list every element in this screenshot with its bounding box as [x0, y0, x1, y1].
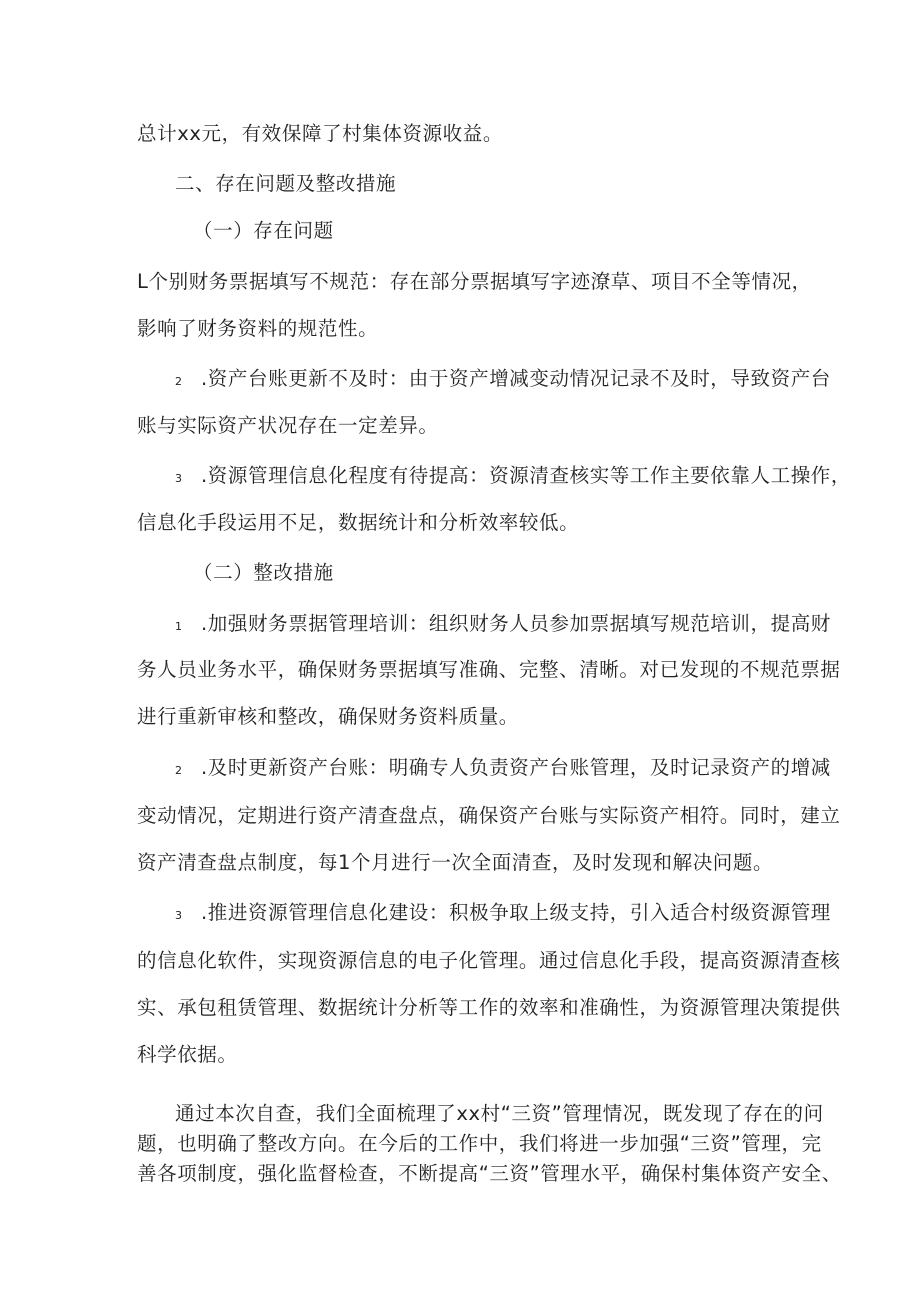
- paragraph-line: L个别财务票据填写不规范：存在部分票据填写字迹潦草、项目不全等情况，: [137, 270, 812, 293]
- paragraph-line: 务人员业务水平，确保财务票据填写准确、完整、清晰。对已发现的不规范票据: [137, 658, 841, 681]
- subsection-heading: （二）整改措施: [193, 561, 334, 584]
- paragraph-line: 资产清查盘点制度，每1个月进行一次全面清查，及时发现和解决问题。: [137, 851, 774, 874]
- paragraph-line: 影响了财务资料的规范性。: [137, 317, 379, 340]
- paragraph-line: 科学依据。: [137, 1043, 238, 1066]
- paragraph-line: 账与实际资产状况存在一定差异。: [137, 414, 439, 437]
- paragraph-line: 的信息化软件，实现资源信息的电子化管理。通过信息化手段，提高资源清查核: [137, 949, 841, 972]
- subsection-heading: （一）存在问题: [193, 219, 334, 242]
- list-item-line: [175, 463, 851, 492]
- list-item-line: [175, 366, 831, 395]
- list-item-text: .资产台账更新不及时：由于资产增减变动情况记录不及时，导致资产台: [201, 367, 831, 390]
- paragraph-line: 题，也明确了整改方向。在今后的工作中，我们将进一步加强“三资”管理，完: [137, 1132, 822, 1155]
- list-item-line: [175, 755, 831, 784]
- paragraph-line: 信息化手段运用不足，数据统计和分析效率较低。: [137, 511, 580, 534]
- list-number: 1: [175, 620, 183, 633]
- list-item-text: .及时更新资产台账：明确专人负责资产台账管理，及时记录资产的增减: [201, 756, 831, 779]
- list-item-text: .推进资源管理信息化建设：积极争取上级支持，引入适合村级资源管理: [201, 901, 831, 924]
- section-heading: 二、存在问题及整改措施: [175, 172, 397, 195]
- list-number: 2: [175, 764, 183, 777]
- list-item-line: [175, 900, 831, 929]
- list-number: 2: [175, 375, 183, 388]
- paragraph-line: 总计xx元，有效保障了村集体资源收益。: [137, 122, 503, 145]
- paragraph-line: 善各项制度，强化监督检查，不断提高“三资”管理水平，确保村集体资产安全、: [137, 1162, 842, 1185]
- list-item-text: .资源管理信息化程度有待提高：资源清查核实等工作主要依靠人工操作，: [201, 464, 851, 487]
- paragraph-line: 实、承包租赁管理、数据统计分析等工作的效率和准确性，为资源管理决策提供: [137, 996, 841, 1019]
- list-number: 3: [175, 909, 183, 922]
- paragraph-line: 通过本次自查，我们全面梳理了xx村“三资”管理情况，既发现了存在的问: [175, 1102, 824, 1125]
- paragraph-line: 变动情况，定期进行资产清查盘点，确保资产台账与实际资产相符。同时，建立: [137, 804, 841, 827]
- list-number: 3: [175, 472, 183, 485]
- list-item-line: [175, 611, 831, 640]
- list-item-text: .加强财务票据管理培训：组织财务人员参加票据填写规范培训，提高财: [201, 612, 831, 635]
- paragraph-line: 进行重新审核和整改，确保财务资料质量。: [137, 705, 519, 728]
